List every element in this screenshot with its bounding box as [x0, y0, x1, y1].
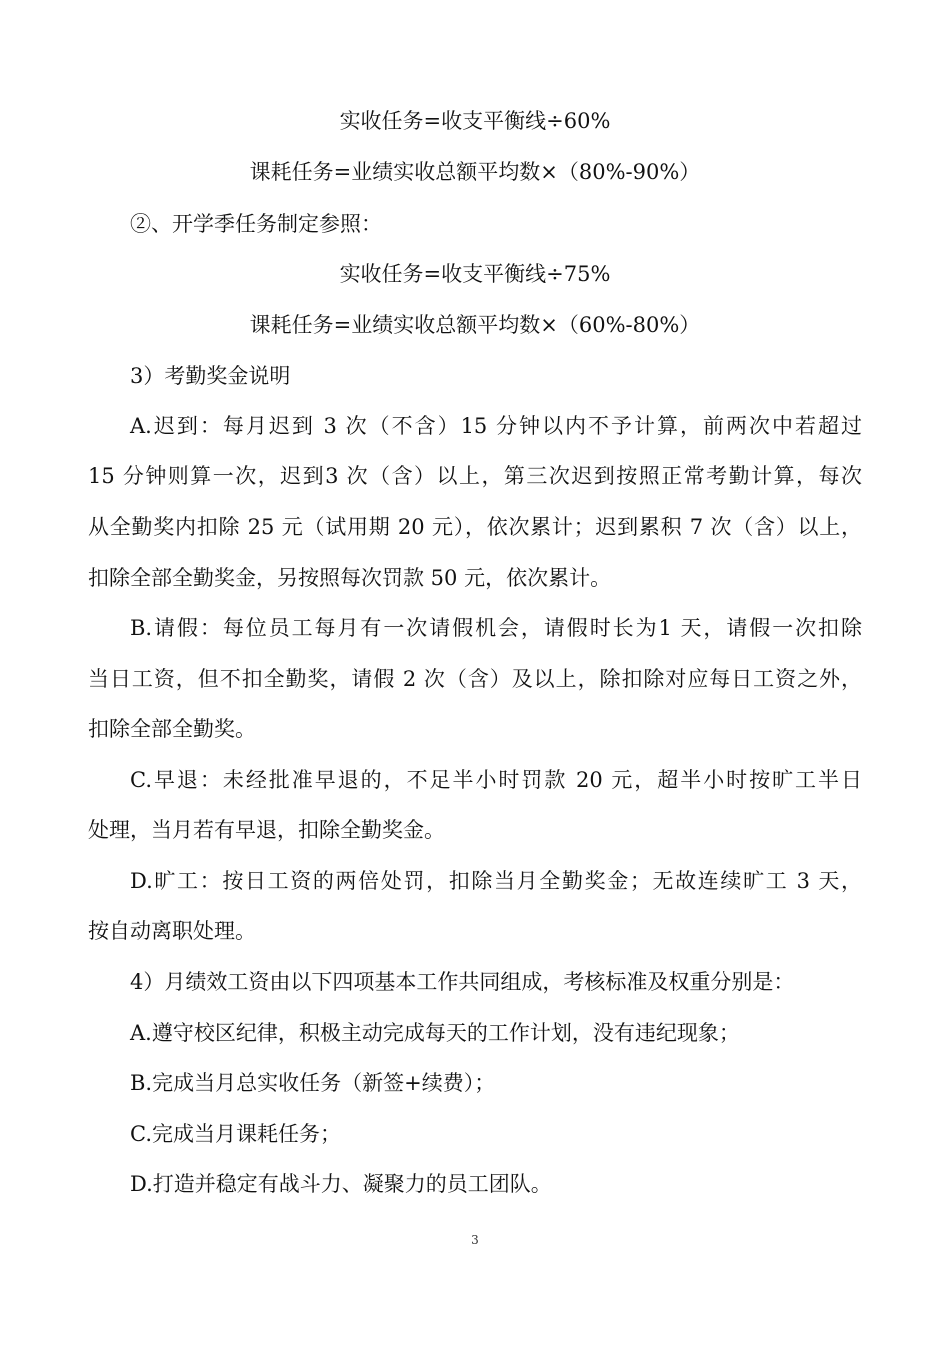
formula-regular-income: 实收任务=收支平衡线÷60% — [339, 109, 611, 133]
page-number: 3 — [471, 1233, 479, 1247]
attendance-heading: 3）考勤奖金说明 — [130, 364, 291, 388]
early-line-1: C.早退：未经批准早退的，不足半小时罚款 20 元，超半小时按旷工半日 — [130, 768, 862, 792]
late-line-1: A.迟到：每月迟到 3 次（不含）15 分钟以内不予计算，前两次中若超过 — [130, 414, 862, 438]
absent-line-2: 按自动离职处理。 — [88, 919, 256, 943]
late-line-3: 从全勤奖内扣除 25 元（试用期 20 元），依次累计；迟到累积 7 次（含）以上， — [88, 515, 862, 539]
performance-item: A.遵守校区纪律，积极主动完成每天的工作计划，没有违纪现象； — [130, 1021, 740, 1045]
formula-season-consumption: 课耗任务=业绩实收总额平均数×（60%-80%） — [249, 313, 701, 337]
performance-item: C.完成当月课耗任务； — [130, 1122, 341, 1146]
formula-regular-consumption: 课耗任务=业绩实收总额平均数×（80%-90%） — [249, 160, 701, 184]
leave-line-2: 当日工资，但不扣全勤奖，请假 2 次（含）及以上，除扣除对应每日工资之外， — [88, 667, 862, 691]
performance-item: D.打造并稳定有战斗力、凝聚力的员工团队。 — [130, 1172, 552, 1196]
performance-item: B.完成当月总实收任务（新签+续费）； — [130, 1071, 496, 1095]
performance-heading: 4）月绩效工资由以下四项基本工作共同组成，考核标准及权重分别是： — [130, 970, 795, 994]
late-line-2: 15 分钟则算一次，迟到3 次（含）以上，第三次迟到按照正常考勤计算，每次 — [88, 464, 862, 488]
season-heading: ②、开学季任务制定参照： — [130, 212, 382, 236]
formula-season-income: 实收任务=收支平衡线÷75% — [339, 262, 611, 286]
leave-line-1: B.请假：每位员工每月有一次请假机会，请假时长为1 天，请假一次扣除 — [130, 616, 862, 640]
absent-line-1: D.旷工：按日工资的两倍处罚，扣除当月全勤奖金；无故连续旷工 3 天， — [130, 869, 862, 893]
late-line-4: 扣除全部全勤奖金，另按照每次罚款 50 元，依次累计。 — [88, 566, 612, 590]
leave-line-3: 扣除全部全勤奖。 — [88, 717, 256, 741]
early-line-2: 处理，当月若有早退，扣除全勤奖金。 — [88, 818, 445, 842]
